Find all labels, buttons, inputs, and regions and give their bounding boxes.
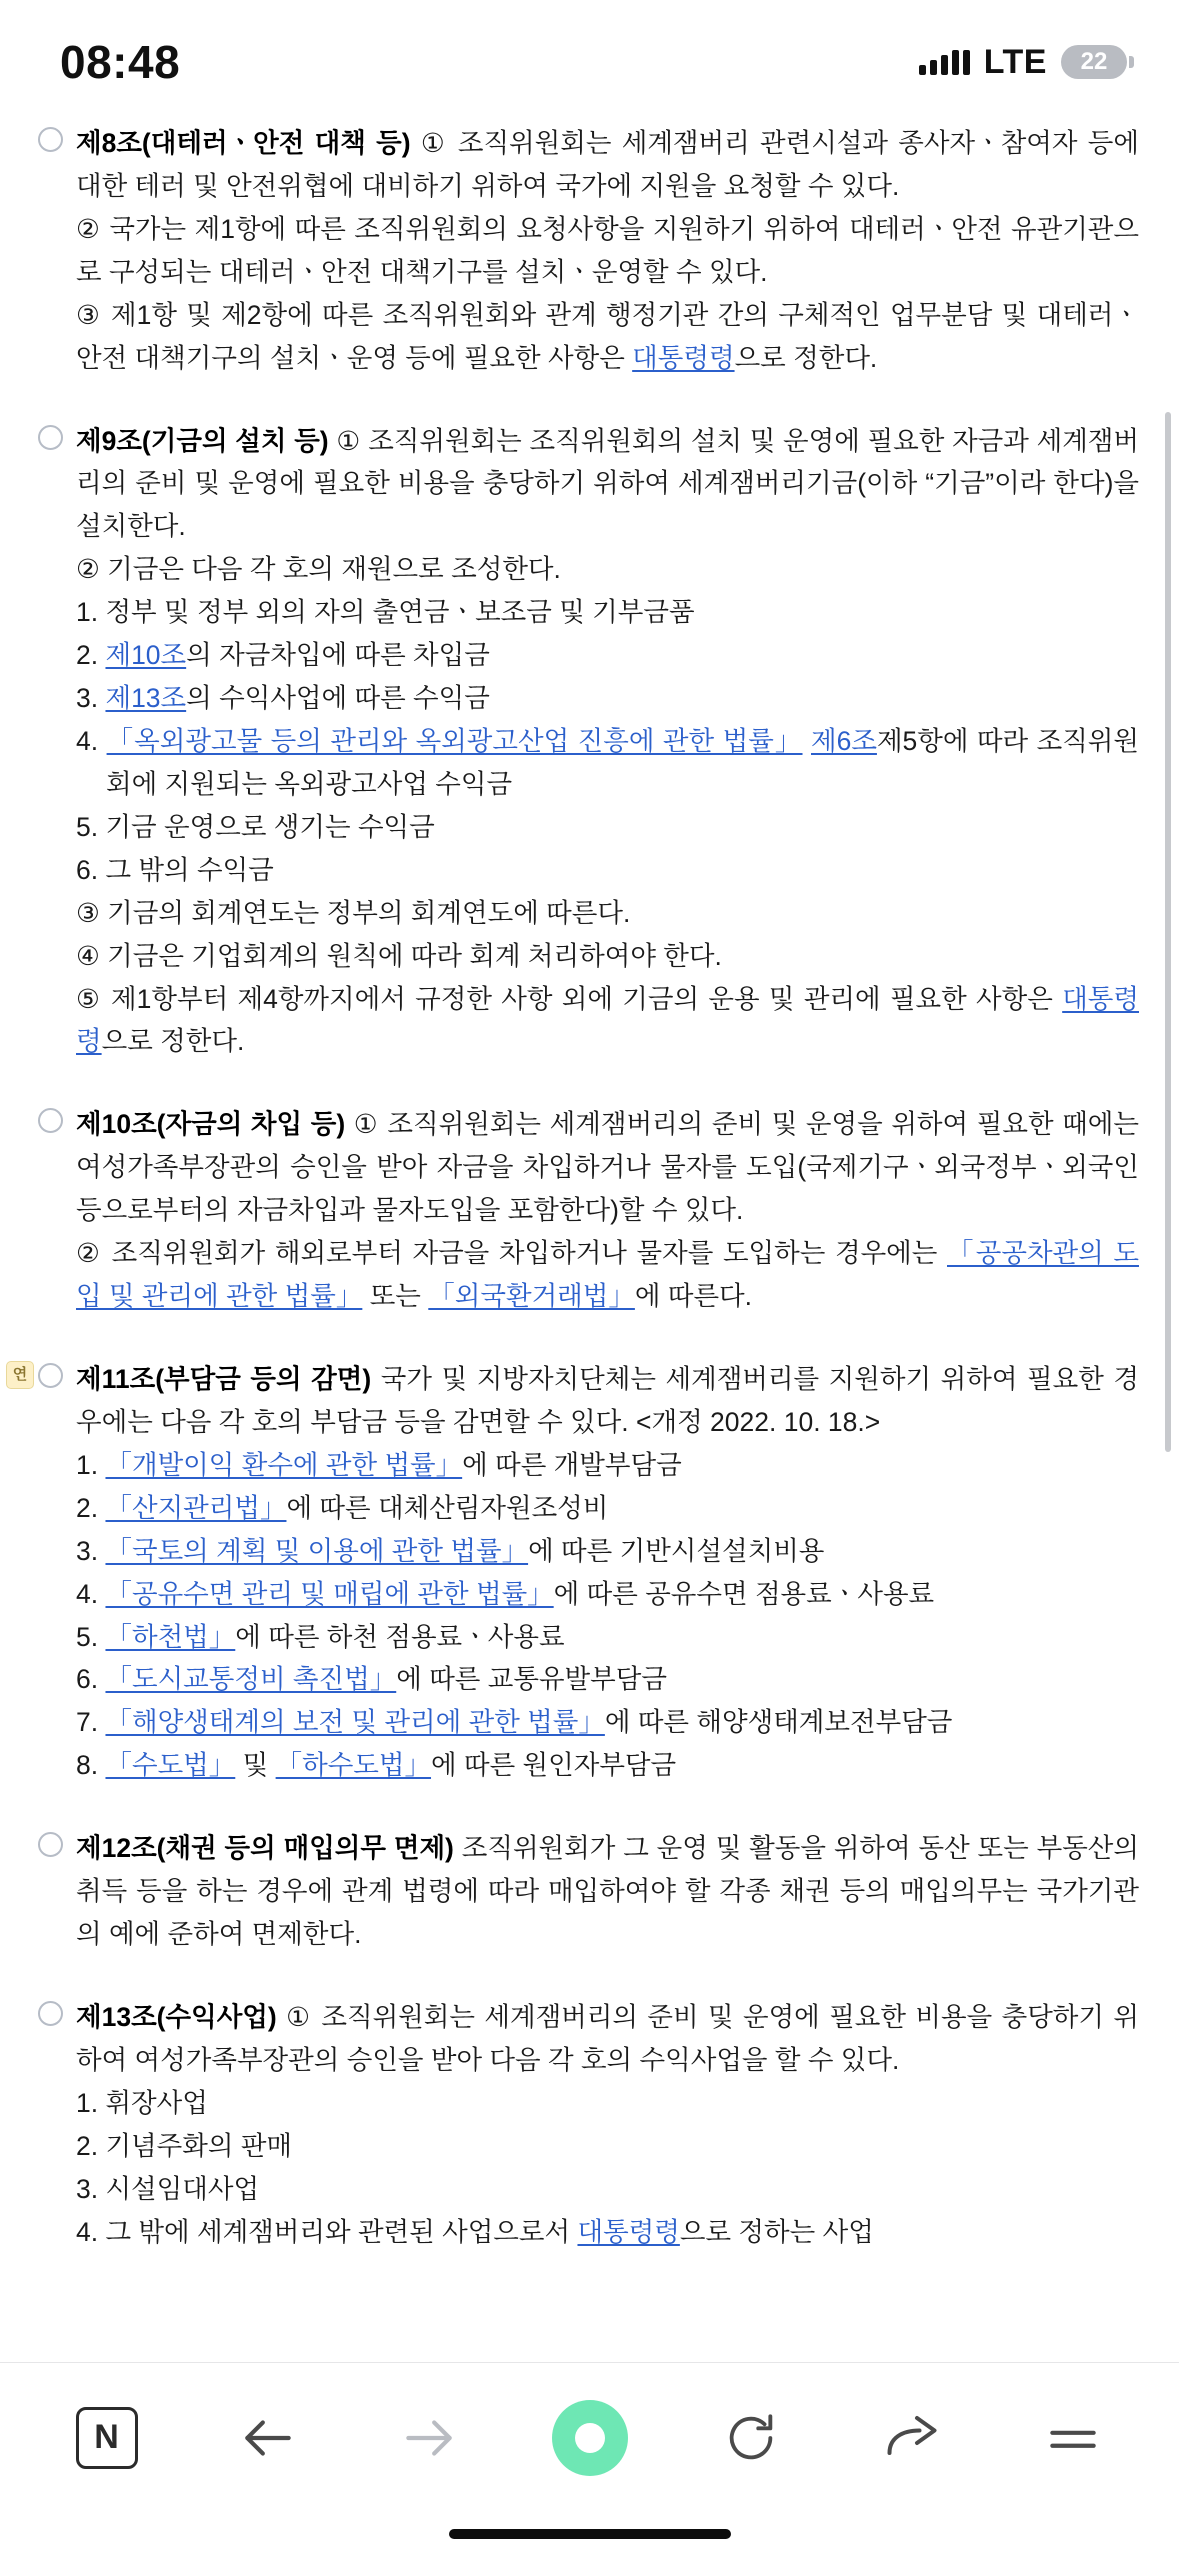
law-article [32, 420, 1139, 1064]
article-link-badge[interactable]: 연 [6, 1361, 34, 1389]
article-checkbox[interactable] [38, 1832, 63, 1857]
law-reference-link[interactable]: 「공유수면 관리 및 매립에 관한 법률」 [105, 1578, 554, 1609]
article-clause-item: 6. 그 밖의 수익금 [76, 854, 274, 885]
article-clause-item: 2. 제10조의 자금차입에 따른 차입금 [76, 640, 490, 671]
law-document-content[interactable] [0, 112, 1179, 2362]
home-indicator[interactable] [449, 2529, 731, 2539]
law-reference-link[interactable]: 제10조 [105, 640, 187, 671]
article-clause-item: 1. 휘장사업 [76, 2087, 208, 2118]
article-clause-item: 8. 「수도법」 및 「하수도법」에 따른 원인자부담금 [76, 1750, 677, 1781]
article-title: 제13조(수익사업) [76, 2001, 277, 2032]
menu-button[interactable] [1021, 2386, 1125, 2490]
article-clause-item: 4. 「공유수면 관리 및 매립에 관한 법률」에 따른 공유수면 점용료ㆍ사용료 [76, 1578, 935, 1609]
naver-logo-icon: N [76, 2407, 138, 2469]
article-clause-item: 1. 정부 및 정부 외의 자의 출연금ㆍ보조금 및 기부금품 [76, 597, 695, 628]
article-clause-item: 5. 「하천법」에 따른 하천 점용료ㆍ사용료 [76, 1621, 565, 1652]
article-paragraph: ⑤ 제1항부터 제4항까지에서 규정한 사항 외에 기금의 운용 및 관리에 필요한 사항은 대통령령으로 정한다. [76, 983, 1139, 1057]
forward-button[interactable] [377, 2386, 481, 2490]
law-article [12, 1358, 1139, 1787]
article-paragraph: ④ 기금은 기업회계의 원칙에 따라 회계 처리하여야 한다. [76, 940, 722, 971]
law-reference-link[interactable]: 제13조 [105, 683, 187, 714]
article-paragraph: ② 조직위원회가 해외로부터 자금을 차입하거나 물자를 도입하는 경우에는 「공공차관의 도입 및 관리에 관한 법률」 또는 「외국환거래법」에 따른다. [76, 1238, 1139, 1312]
article-clause-item: 3. 제13조의 수익사업에 따른 수익금 [76, 683, 490, 714]
law-reference-link[interactable]: 「외국환거래법」 [428, 1281, 635, 1312]
article-paragraph: ③ 제1항 및 제2항에 따른 조직위원회와 관계 행정기관 간의 구체적인 업무분담 및 대테러ㆍ안전 대책기구의 설치ㆍ운영 등에 필요한 사항은 대통령령으로 정한다. [76, 299, 1139, 373]
article-title: 제10조(자금의 차입 등) [76, 1109, 346, 1140]
status-time: 08:48 [60, 36, 181, 88]
article-checkbox[interactable] [38, 425, 63, 450]
home-indicator-area [0, 2512, 1179, 2556]
arrow-right-icon [398, 2407, 460, 2469]
law-article [32, 1996, 1140, 2247]
law-reference-link[interactable]: 「수도법」 [105, 1750, 236, 1781]
status-bar [0, 0, 1179, 112]
article-checkbox[interactable] [38, 127, 63, 152]
article-clause-item: 4. 그 밖에 세계잼버리와 관련된 사업으로서 대통령령으로 정하는 사업 [76, 2216, 874, 2247]
share-arrow-icon [882, 2408, 942, 2468]
article-checkbox[interactable] [38, 2001, 63, 2026]
article-clause-item: 7. 「해양생태계의 보전 및 관리에 관한 법률」에 따른 해양생태계보전부담금 [76, 1707, 953, 1738]
article-clause-item: 2. 「산지관리법」에 따른 대체산림자원조성비 [76, 1492, 609, 1523]
law-reference-link[interactable]: 「하수도법」 [275, 1750, 432, 1781]
law-article [32, 1827, 1139, 1956]
article-clause-item: 5. 기금 운영으로 생기는 수익금 [76, 811, 435, 842]
article-title: 제9조(기금의 설치 등) [76, 425, 329, 456]
record-circle-icon [552, 2400, 628, 2476]
article-checkbox[interactable] [38, 1108, 63, 1133]
article-clause-item: 1. 「개발이익 환수에 관한 법률」에 따른 개발부담금 [76, 1449, 682, 1480]
article-paragraph: 제8조(대테러ㆍ안전 대책 등) ① 조직위원회는 세계잼버리 관련시설과 종사자ㆍ참여자 등에 대한 테러 및 안전위협에 대비하기 위하여 국가에 지원을 요청할 수 있다. [76, 128, 1139, 201]
law-reference-link[interactable]: 대통령령 [632, 342, 735, 373]
article-paragraph: ③ 기금의 회계연도는 정부의 회계연도에 따른다. [76, 897, 631, 928]
article-clause-item: 3. 「국토의 계획 및 이용에 관한 법률」에 따른 기반시설설치비용 [76, 1535, 825, 1566]
naver-home-button[interactable] [55, 2386, 159, 2490]
article-paragraph: ② 국가는 제1항에 따른 조직위원회의 요청사항을 지원하기 위하여 대테러ㆍ안전 유관기관으로 구성되는 대테러ㆍ안전 대책기구를 설치ㆍ운영할 수 있다. [76, 213, 1139, 287]
arrow-left-icon [237, 2407, 299, 2469]
article-paragraph: ② 기금은 다음 각 호의 재원으로 조성한다. [76, 554, 561, 585]
article-clause-item: 3. 시설임대사업 [76, 2173, 260, 2204]
law-article [32, 1103, 1139, 1318]
article-paragraph: 제10조(자금의 차입 등) ① 조직위원회는 세계잼버리의 준비 및 운영을 위하여 필요한 때에는 여성가족부장관의 승인을 받아 자금을 차입하거나 물자를 도입(국제기구ㆍ외국정부ㆍ외국인 등으로부터의 자금차입과 물자도입을 포함한다)할 수 있다. [76, 1109, 1139, 1226]
article-paragraph: 제9조(기금의 설치 등) ① 조직위원회는 조직위원회의 설치 및 운영에 필요한 자금과 세계잼버리의 준비 및 운영에 필요한 비용을 충당하기 위하여 세계잼버리기금(이하 “기금”이라 한다)을 설치한다. [76, 425, 1139, 542]
share-button[interactable] [860, 2386, 964, 2490]
law-reference-link[interactable]: 「도시교통정비 촉진법」 [105, 1664, 397, 1695]
article-paragraph: 제12조(채권 등의 매입의무 면제) 조직위원회가 그 운영 및 활동을 위하여 동산 또는 부동산의 취득 등을 하는 경우에 관계 법령에 따라 매입하여야 할 각종 채권 등의 매입의무는 국가기관의 예에 준하여 면제한다. [76, 1833, 1139, 1950]
law-reference-link[interactable]: 「옥외광고물 등의 관리와 옥외광고산업 진흥에 관한 법률」 [106, 725, 803, 756]
article-clause-item: 4. 「옥외광고물 등의 관리와 옥외광고산업 진흥에 관한 법률」 제6조제5항에 따라 조직위원회에 지원되는 옥외광고사업 수익금 [76, 725, 1140, 799]
article-paragraph: 제11조(부담금 등의 감면) 국가 및 지방자치단체는 세계잼버리를 지원하기 위하여 필요한 경우에는 다음 각 호의 부담금 등을 감면할 수 있다. <개정 2022. 10. 18.> [76, 1363, 1139, 1437]
law-reference-link[interactable]: 「해양생태계의 보전 및 관리에 관한 법률」 [105, 1707, 605, 1738]
hamburger-menu-icon [1042, 2407, 1104, 2469]
record-button[interactable] [538, 2386, 642, 2490]
browser-toolbar [0, 2362, 1179, 2512]
battery-icon [1061, 45, 1127, 79]
article-paragraph: 제13조(수익사업) ① 조직위원회는 세계잼버리의 준비 및 운영에 필요한 비용을 충당하기 위하여 여성가족부장관의 승인을 받아 다음 각 호의 수익사업을 할 수 있다. [76, 2001, 1140, 2075]
law-reference-link[interactable]: 대통령령 [76, 983, 1139, 1057]
law-reference-link[interactable]: 「공공차관의 도입 및 관리에 관한 법률」 [76, 1238, 1139, 1312]
back-button[interactable] [216, 2386, 320, 2490]
law-reference-link[interactable]: 대통령령 [577, 2216, 680, 2247]
law-reference-link[interactable]: 「국토의 계획 및 이용에 관한 법률」 [105, 1535, 529, 1566]
article-title: 제8조(대테러ㆍ안전 대책 등) [76, 128, 411, 158]
law-reference-link[interactable]: 「하천법」 [105, 1621, 236, 1652]
law-reference-link[interactable]: 「개발이익 환수에 관한 법률」 [105, 1449, 463, 1480]
law-article [32, 122, 1139, 380]
article-title: 제12조(채권 등의 매입의무 면제) [76, 1833, 454, 1864]
network-type-label: LTE [983, 42, 1047, 81]
article-checkbox[interactable] [38, 1363, 63, 1388]
reload-button[interactable] [699, 2386, 803, 2490]
article-title: 제11조(부담금 등의 감면) [76, 1363, 372, 1394]
article-clause-item: 2. 기념주화의 판매 [76, 2130, 293, 2161]
signal-bars-icon [919, 49, 970, 75]
article-clause-item: 6. 「도시교통정비 촉진법」에 따른 교통유발부담금 [76, 1664, 667, 1695]
status-indicators [919, 43, 1127, 82]
vertical-scrollbar[interactable] [1165, 412, 1171, 1452]
battery-percent-label: 22 [1080, 48, 1108, 75]
reload-icon [722, 2409, 780, 2467]
law-reference-link[interactable]: 「산지관리법」 [105, 1492, 287, 1523]
law-reference-link[interactable]: 제6조 [811, 725, 877, 756]
